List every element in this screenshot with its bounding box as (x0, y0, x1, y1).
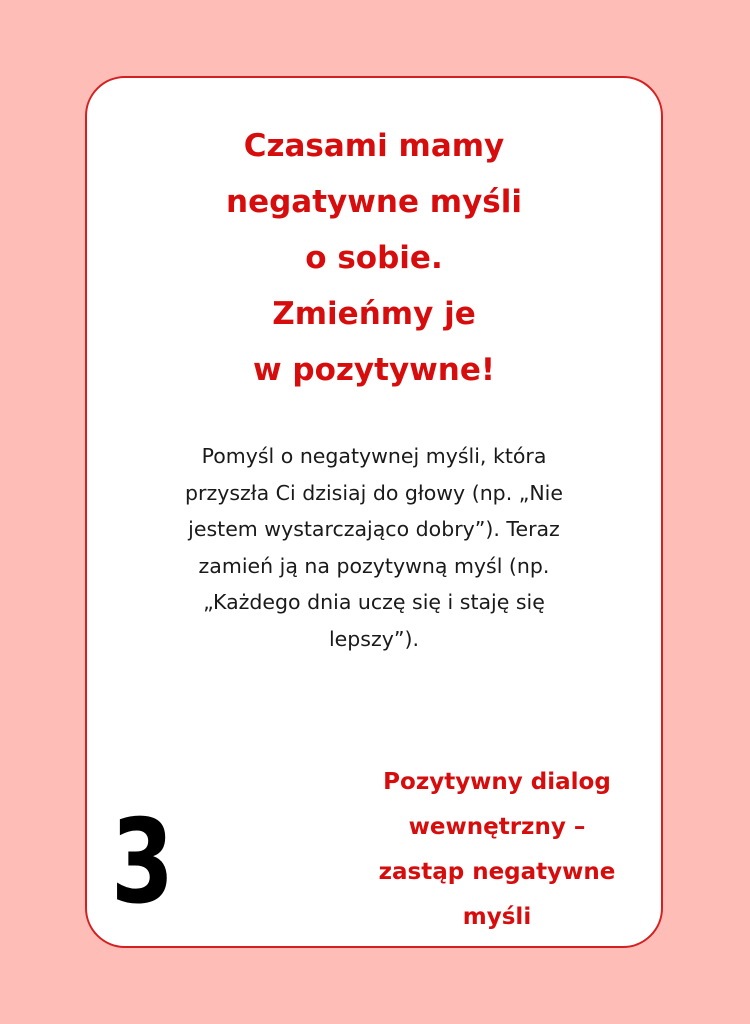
instruction-line: Pomyśl o negatywnej myśli, która (201, 444, 547, 468)
card-number: 3 (111, 795, 174, 930)
card-category (337, 760, 657, 940)
instruction-line: przyszła Ci dzisiaj do głowy (np. „Nie (185, 480, 563, 505)
headline-line: Zmieńmy je (272, 296, 476, 332)
instruction-line: lepszy”). (328, 626, 420, 651)
category-line: Pozytywny dialog (383, 769, 611, 795)
headline-line: negatywne myśli (226, 184, 522, 220)
headline-line: Czasami mamy (243, 128, 505, 164)
headline-line: w pozytywne! (252, 352, 496, 388)
instruction-line: zamień ją na pozytywną myśl (np. (198, 553, 550, 578)
category-line: myśli (462, 904, 532, 930)
category-line: wewnętrzny – (408, 814, 586, 840)
headline-line: o sobie. (305, 240, 443, 276)
instruction-line: jestem wystarczająco dobry”). Teraz (188, 517, 560, 541)
card-headline (87, 118, 661, 398)
task-card (85, 76, 663, 948)
card-instructions (132, 438, 616, 657)
category-line: zastąp negatywne (378, 859, 616, 885)
instruction-line: „Każdego dnia uczę się i staję się (203, 590, 545, 614)
